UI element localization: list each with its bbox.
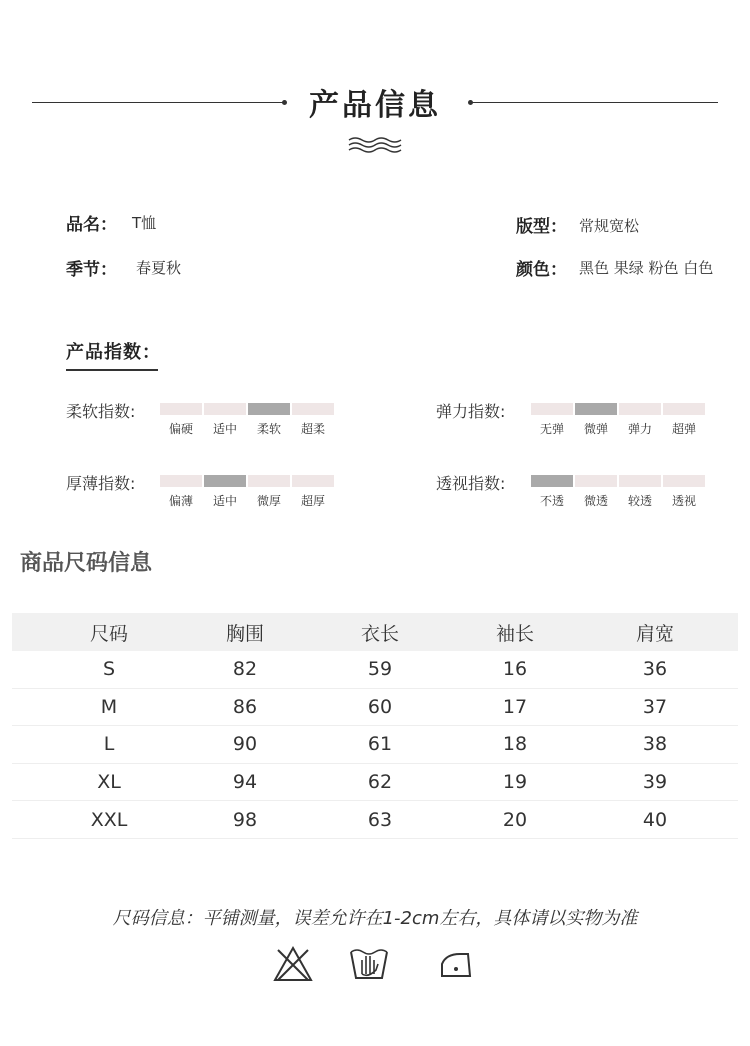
table-row — [12, 726, 738, 764]
thickness-index-option: 偏薄 — [168, 494, 193, 508]
color-value: 黑色 果绿 粉色 白色 — [579, 259, 714, 277]
season-label: 季节： — [66, 260, 117, 280]
elasticity-index-option: 弹力 — [627, 422, 652, 436]
transparency-index-option: 较透 — [627, 494, 652, 508]
elasticity-index-segment — [619, 403, 661, 415]
transparency-index-segment — [663, 475, 705, 487]
transparency-index-option: 微透 — [583, 494, 608, 508]
table-cell: 86 — [232, 695, 258, 718]
table-header-cell: 尺码 — [89, 622, 129, 645]
table-cell: 18 — [502, 733, 528, 756]
elasticity-index-segment — [575, 403, 617, 415]
index-section-title: 产品指数： — [66, 342, 161, 363]
table-row — [12, 689, 738, 727]
size-table — [12, 613, 738, 839]
table-cell: 63 — [367, 808, 393, 831]
table-cell: 17 — [502, 695, 528, 718]
table-row — [12, 801, 738, 839]
index-section-underline — [66, 369, 158, 371]
softness-index-option: 超柔 — [300, 422, 325, 436]
table-cell: 40 — [642, 808, 668, 831]
table-cell: 61 — [367, 733, 393, 756]
softness-index-label: 柔软指数: — [66, 402, 136, 421]
transparency-index-segment — [531, 475, 573, 487]
table-cell: 90 — [232, 733, 258, 756]
table-cell: 19 — [502, 771, 528, 794]
table-cell: 59 — [367, 658, 393, 681]
thickness-index-option: 适中 — [212, 494, 237, 508]
wave-icon — [348, 136, 402, 154]
name-value: T恤 — [132, 214, 157, 232]
table-cell: S — [102, 658, 116, 681]
transparency-index-label: 透视指数: — [436, 474, 506, 493]
table-cell: 98 — [232, 808, 258, 831]
table-cell: XXL — [90, 808, 128, 831]
softness-index-option: 偏硬 — [168, 422, 193, 436]
table-cell: 60 — [367, 695, 393, 718]
elasticity-index-label: 弹力指数: — [436, 402, 506, 421]
thickness-index-option: 微厚 — [256, 494, 281, 508]
thickness-index-option: 超厚 — [300, 494, 325, 508]
color-label: 颜色： — [516, 260, 567, 280]
fit-label: 版型： — [516, 217, 567, 237]
softness-index-segment — [204, 403, 246, 415]
table-cell: 39 — [642, 771, 668, 794]
table-cell: 82 — [232, 658, 258, 681]
softness-index-segment — [160, 403, 202, 415]
table-cell: 20 — [502, 808, 528, 831]
table-cell: L — [103, 733, 115, 756]
softness-index-option: 柔软 — [256, 422, 281, 436]
table-cell: 62 — [367, 771, 393, 794]
hand-wash-icon — [348, 944, 390, 984]
transparency-index-option: 不透 — [539, 494, 564, 508]
size-note: 尺码信息：平铺测量，误差允许在1-2cm左右，具体请以实物为准 — [112, 908, 638, 929]
table-header-cell: 胸围 — [225, 622, 265, 645]
table-cell: 94 — [232, 771, 258, 794]
thickness-index-segment — [248, 475, 290, 487]
table-cell: XL — [97, 771, 121, 794]
softness-index-segment — [248, 403, 290, 415]
header-line-right — [470, 102, 718, 103]
fit-value: 常规宽松 — [579, 217, 640, 235]
iron-icon — [436, 944, 478, 984]
softness-index-option: 适中 — [212, 422, 237, 436]
table-row — [12, 764, 738, 802]
elasticity-index-option: 无弹 — [539, 422, 564, 436]
transparency-index-option: 透视 — [671, 494, 696, 508]
transparency-index-segment — [619, 475, 661, 487]
thickness-index-label: 厚薄指数: — [66, 474, 136, 493]
table-row — [12, 651, 738, 689]
table-cell: 38 — [642, 733, 668, 756]
table-header-cell: 袖长 — [495, 622, 535, 645]
size-section-title: 商品尺码信息 — [20, 551, 153, 576]
page-title: 产品信息 — [309, 88, 441, 123]
thickness-index-segment — [292, 475, 334, 487]
transparency-index-segment — [575, 475, 617, 487]
table-header-cell: 衣长 — [360, 622, 400, 645]
softness-index-segment — [292, 403, 334, 415]
table-cell: M — [100, 695, 118, 718]
season-value: 春夏秋 — [136, 259, 182, 277]
name-label: 品名： — [66, 215, 117, 235]
no-tumble-dry-icon — [272, 944, 314, 984]
table-cell: 16 — [502, 658, 528, 681]
elasticity-index-option: 超弹 — [671, 422, 696, 436]
thickness-index-segment — [160, 475, 202, 487]
elasticity-index-option: 微弹 — [583, 422, 608, 436]
thickness-index-segment — [204, 475, 246, 487]
elasticity-index-segment — [663, 403, 705, 415]
size-table-header-row — [12, 613, 738, 651]
elasticity-index-segment — [531, 403, 573, 415]
table-cell: 36 — [642, 658, 668, 681]
table-header-cell: 肩宽 — [635, 622, 675, 645]
table-cell: 37 — [642, 695, 668, 718]
